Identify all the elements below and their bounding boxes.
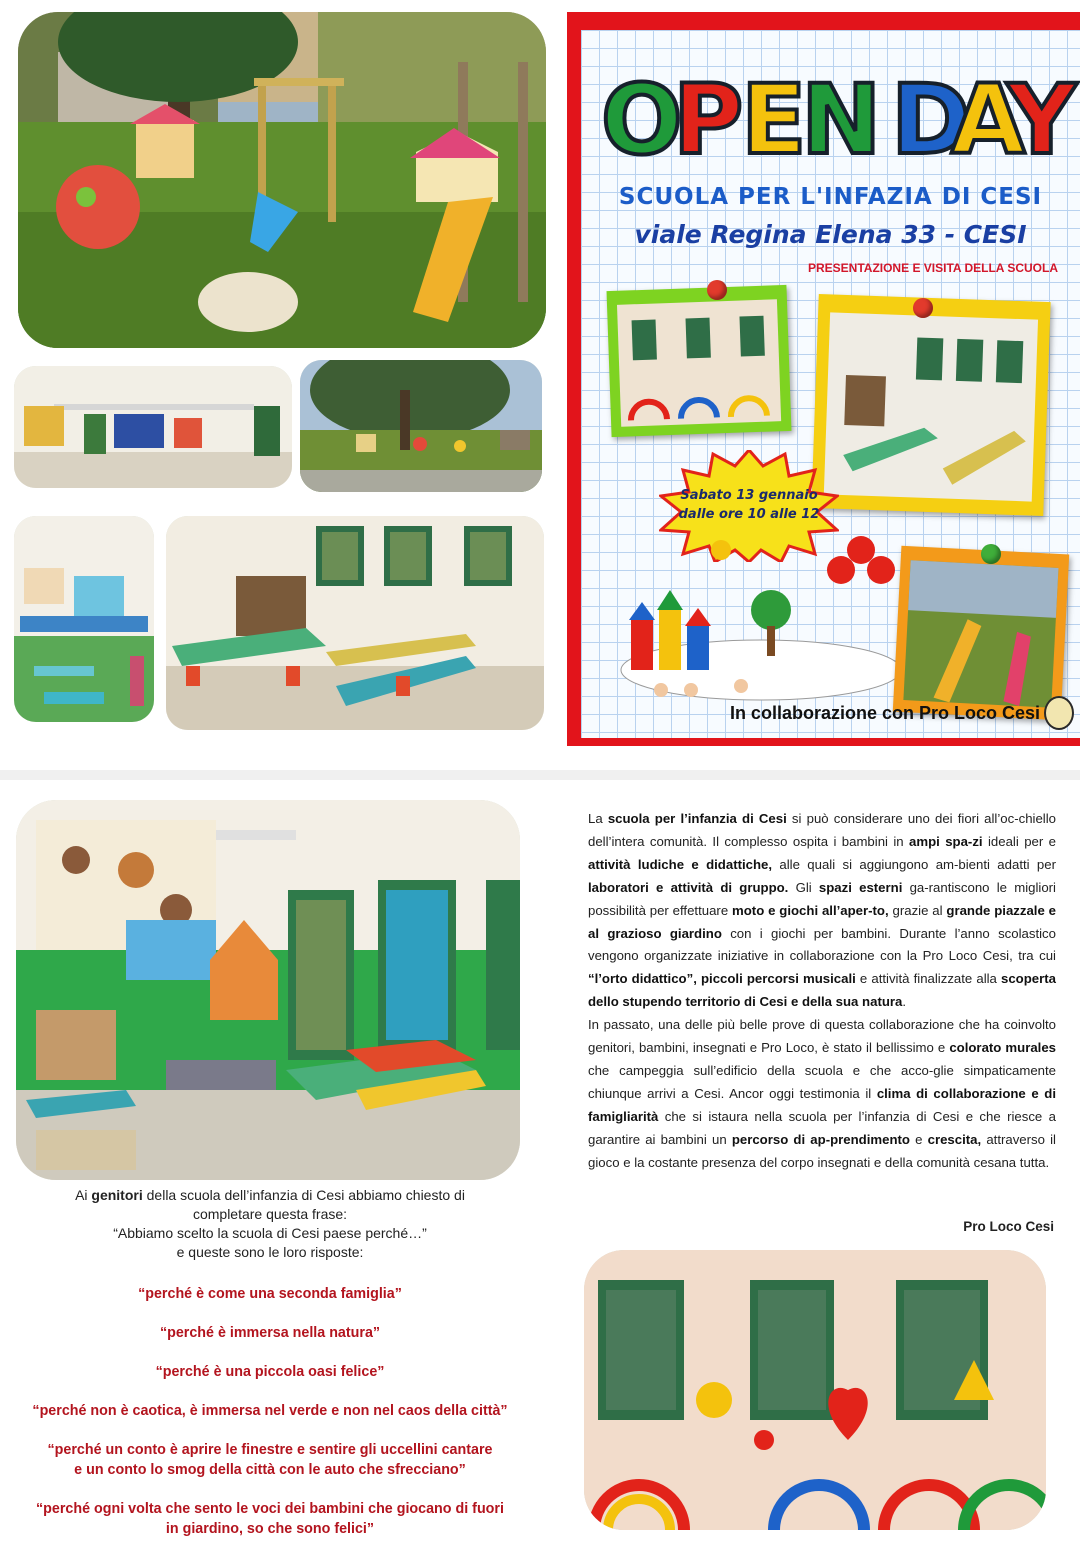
article-run: alle quali si aggiungono am-bienti adatti per	[772, 856, 1056, 872]
poster-photo-slide	[893, 546, 1069, 721]
photo-garden	[300, 360, 542, 492]
article-paragraph-1	[588, 808, 1056, 1014]
headline-letter-e: E	[741, 64, 807, 176]
poster-address: viale Regina Elena 33 - CESI	[634, 220, 1027, 249]
article-run: e attività finalizzate alla	[855, 971, 1001, 987]
headline-letter-n: N	[801, 64, 882, 176]
survey-intro-line-3: “Abbiamo scelto la scuola di Cesi paese perché…”	[113, 1225, 427, 1241]
survey-answers	[20, 1284, 520, 1558]
article-run: ideali per e	[982, 833, 1056, 849]
article-highlight: colorato murales	[949, 1040, 1056, 1056]
article-run: e	[909, 1131, 928, 1147]
article-highlight: moto e giochi all’aper-to,	[732, 902, 889, 918]
headline-letter-d: D	[891, 64, 971, 176]
article-run: con i giochi per bambini. Durante l’anno scolastico vengono organizzate iniziative in collaborazione con la Pro Loco Cesi, tra cui	[588, 925, 1056, 964]
headline-letter-o: O	[601, 64, 683, 176]
survey-answer: “perché è immersa nella natura”	[159, 1325, 381, 1341]
survey-answer: “perché non è caotica, è immersa nel verde e non nel caos della città”	[32, 1403, 508, 1419]
article-highlight: “l’orto didattico”, piccoli percorsi musicali	[588, 971, 856, 987]
article-highlight: clima di collaborazione e di famigliarità	[588, 1085, 1056, 1124]
article-paragraph-2	[588, 1014, 1056, 1174]
poster-photo-mural	[607, 285, 792, 437]
article-highlight: spazi esterni	[818, 879, 903, 895]
open-day-headline	[601, 64, 1077, 202]
date-line-1: Sabato 13 gennaio	[680, 488, 818, 504]
survey-answer: “perché è come una seconda famiglia”	[138, 1286, 402, 1302]
pin-icon	[981, 544, 1001, 564]
article-run: attraverso il gioco e la costante presenza del corpo insegnati e della comunità cesana tutta.	[588, 1131, 1056, 1170]
survey-intro-line-4: e queste sono le loro risposte:	[176, 1244, 364, 1260]
section-divider	[0, 770, 1080, 780]
survey-intro-line-1: Ai genitori della scuola dell’infanzia di Cesi abbiamo chiesto di	[75, 1187, 465, 1203]
headline-letter-y: Y	[1007, 64, 1077, 176]
photo-classroom-tables	[166, 516, 544, 730]
pin-icon	[913, 298, 933, 318]
article-text	[588, 808, 1056, 1175]
article-highlight: attività ludiche e didattiche,	[588, 856, 773, 872]
survey-answer: “perché ogni volta che sento le voci dei bambini che giocano di fuori in giardino, so che sono felici”	[36, 1501, 504, 1537]
article-run: La	[588, 811, 608, 826]
pro-loco-seal-icon	[1044, 696, 1074, 730]
article-highlight: laboratori e attività di gruppo.	[588, 879, 789, 895]
poster-photo-classroom	[811, 294, 1050, 516]
headline-letter-a: A	[951, 64, 1026, 176]
poster-school-name: SCUOLA PER L'INFAZIA DI CESI	[618, 184, 1043, 210]
photo-hallway	[14, 366, 292, 488]
date-line-2: dalle ore 10 alle 12	[678, 507, 820, 522]
photo-mural	[584, 1250, 1046, 1530]
survey-answer: “perché un conto è aprire le finestre e sentire gli uccellini cantare e un conto lo smog della città con le auto che sfrecciano”	[47, 1442, 493, 1478]
photo-classroom-wall	[14, 516, 154, 722]
poster-grid-background	[581, 30, 1080, 738]
article-highlight: crescita,	[927, 1131, 982, 1147]
survey-intro-line-2: completare questa frase:	[192, 1206, 348, 1222]
poster-subtitle: PRESENTAZIONE E VISITA DELLA SCUOLA	[807, 261, 1058, 275]
survey-intro-highlight: genitori	[91, 1187, 143, 1203]
article-run: che campeggia sull’edificio della scuola e che acco-glie simpaticamente chiunque arrivi a Cesi. Ancor oggi testimonia il	[588, 1062, 1056, 1101]
photo-classroom-green	[16, 800, 520, 1180]
photo-playground	[18, 12, 546, 348]
article-run: Gli	[788, 879, 819, 895]
article-run: grazie al	[888, 902, 947, 918]
article-highlight: percorso di ap-prendimento	[731, 1131, 910, 1147]
headline-letter-p: P	[673, 64, 744, 176]
survey-intro	[30, 1186, 510, 1262]
article-run: che si istaura nella scuola per l’infanzia di Cesi e che riesce a garantire ai bambini un	[588, 1108, 1056, 1147]
open-day-poster	[567, 12, 1080, 746]
article-highlight: scoperta dello stupendo territorio di Cesi e della sua natura	[588, 971, 1056, 1010]
poster-footer: In collaborazione con Pro Loco Cesi	[729, 703, 1040, 723]
children-drawing	[611, 530, 911, 710]
article-run: In passato, una delle più belle prove di questa collaborazione che ha coinvolto genitori, bambini, insegnati e Pro Loco, è stato il bellissimo e	[588, 1017, 1056, 1056]
article-run: .	[902, 994, 907, 1010]
article-highlight: scuola per l’infanzia di Cesi	[607, 811, 787, 826]
pin-icon	[707, 280, 727, 300]
survey-answer: “perché è una piccola oasi felice”	[155, 1364, 385, 1380]
article-run: ga-rantiscono le migliori possibilità per effettuare	[588, 879, 1056, 918]
article-highlight: grande piazzale e al grazioso giardino	[588, 902, 1056, 941]
article-run: si può considerare uno dei fiori all’oc-chiello dell’intera comunità. Il complesso ospita i bambini in	[588, 811, 1056, 849]
article-highlight: ampi spa-zi	[909, 833, 983, 849]
article-signature: Pro Loco Cesi	[963, 1219, 1054, 1234]
